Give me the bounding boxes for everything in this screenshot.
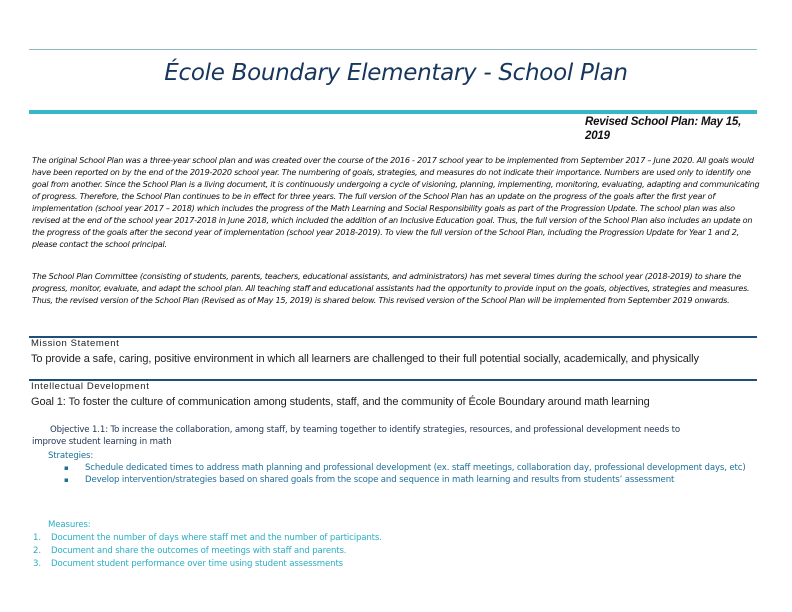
committee-paragraph: The School Plan Committee (consisting of students, parents, teachers, educational assistants, and administrators) has met several times during the school year (2018-2019) to share the progress, monitor, evaluate, and adapt the school plan. All teaching staff and educational assistants had the opportunity to provide input on the goals, objectives, strategies and measures. Thus, the revised version of the School Plan (Revised as of May 15, 2019) is shared below. This revised version of the School Plan will be implemented from September 2019 onwards. (32, 271, 750, 305)
measures-section (33, 519, 762, 571)
revised-date-line2: 2019 (585, 130, 610, 142)
measure-number: 1. (33, 533, 41, 543)
header-top-rule (29, 49, 757, 50)
list-item (48, 474, 762, 486)
objective-line-1: Objective 1.1: To increase the collaboration, among staff, by teaming together to identify strategies, resources, and professional development needs to (50, 425, 680, 435)
list-item (33, 532, 762, 545)
objective-1-1 (32, 424, 762, 448)
section-divider (29, 336, 757, 338)
measure-number: 2. (33, 546, 41, 556)
measure-text: Document student performance over time using student assessments (51, 559, 343, 569)
square-bullet-icon: ▪ (64, 476, 69, 484)
measure-text: Document the number of days where staff met and the number of participants. (51, 533, 382, 543)
measure-number: 3. (33, 559, 41, 569)
strategy-text: Schedule dedicated times to address math planning and professional development (ex. staff meetings, collaboration day, professional development days, etc) (85, 463, 746, 473)
revised-date-line1: Revised School Plan: May 15, (585, 116, 742, 128)
strategies-list (48, 462, 762, 486)
strategies-section (48, 450, 762, 486)
square-bullet-icon: ▪ (64, 464, 69, 472)
measures-list (33, 532, 762, 571)
list-item (33, 558, 762, 571)
intro-paragraph: The original School Plan was a three-year school plan and was created over the course of the 2016 - 2017 school year to be implemented from September 2017 – June 2020. All goals would have been reported on by the end of the 2019-2020 school year. The numbering of goals, strategies, and measures do not indicate their importance. Numbers are used only to identify one goal from another. Since the School Plan is a living document, it is continuously undergoing a cycle of visioning, planning, implementing, monitoring, evaluating, adapting and communicating of progress. Therefore, the School Plan continues to be in effect for three years. The full version of the School Plan has an update on the progress of the goals after the first year of implementation (school year 2017 – 2018) which includes the progress of the Math Learning and Social Responsibility goals as part of the Progression Update. The school plan was also revised at the end of the school year 2017-2018 in June 2018, which included the addition of an Inclusive Education goal. Thus, the full version of the School Plan also includes an update on the progress of the goals after the second year of implementation (school year 2018-2019). To view the full version of the School Plan, including the Progression Update for Year 1 and 2, please contact the school principal. (32, 155, 760, 249)
intellectual-heading: Intellectual Development (31, 381, 150, 392)
strategy-text: Develop intervention/strategies based on shared goals from the scope and sequence in math learning and results from students’ assessment (85, 475, 675, 485)
measure-text: Document and share the outcomes of meetings with staff and parents. (51, 546, 347, 556)
header-accent-rule (29, 110, 757, 114)
objective-line-2: improve student learning in math (32, 437, 172, 447)
list-item (33, 545, 762, 558)
strategies-label: Strategies: (48, 451, 94, 461)
mission-text: To provide a safe, caring, positive environment in which all learners are challenged to their full potential socially, academically, and physically (31, 353, 699, 365)
list-item (48, 462, 762, 474)
page-title: École Boundary Elementary - School Plan (164, 60, 628, 86)
mission-heading: Mission Statement (31, 338, 120, 349)
goal-1-text: Goal 1: To foster the culture of communication among students, staff, and the community of École Boundary around math learning (31, 396, 650, 408)
measures-label: Measures: (48, 520, 91, 530)
revised-date (585, 115, 765, 143)
